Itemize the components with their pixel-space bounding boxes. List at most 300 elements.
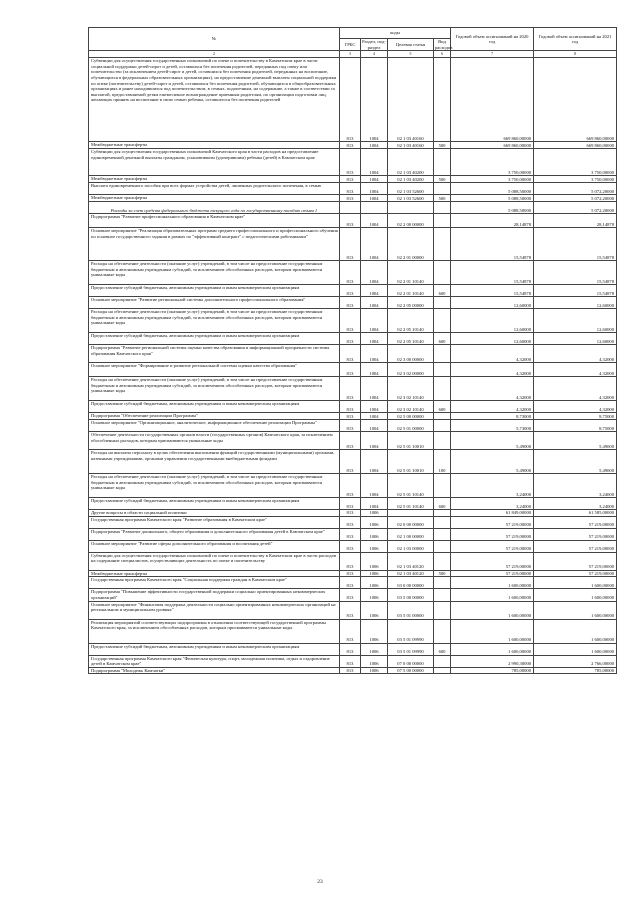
row-grbs: 813 xyxy=(340,401,361,413)
row-target-article: 02 2 05 10140 xyxy=(388,333,434,345)
table-row xyxy=(89,474,617,498)
row-expense-type xyxy=(434,667,451,674)
table-row xyxy=(89,516,617,528)
row-name: Предоставление субсидий бюджетным, автономным учреждениям и иным некоммерческим организациям xyxy=(89,498,340,510)
column-index-cell: 6 xyxy=(434,51,451,58)
row-volume-2021: 57 219,00000 xyxy=(534,552,617,570)
table-row xyxy=(89,183,617,195)
row-section: 1004 xyxy=(361,498,388,510)
row-name: Подпрограмма "Развитие дошкольного, общего образования и дополнительного образования детей в Камчатском крае" xyxy=(89,528,340,540)
row-volume-2021: 1 600,00000 xyxy=(534,589,617,601)
table-row xyxy=(89,589,617,601)
row-volume-2021: 28,14878 xyxy=(534,214,617,228)
row-target-article: 02 1 03 40160 xyxy=(388,142,434,149)
row-section: 1004 xyxy=(361,401,388,413)
row-expense-type: 500 xyxy=(434,195,451,202)
row-expense-type: 500 xyxy=(434,142,451,149)
row-name: Подпрограмма "Обеспечение реализации Программы" xyxy=(89,413,340,420)
row-grbs: 813 xyxy=(340,667,361,674)
row-section: 1004 xyxy=(361,183,388,195)
row-volume-2021: 12,60000 xyxy=(534,309,617,333)
row-expense-type xyxy=(434,516,451,528)
row-volume-2020: 3,24000 xyxy=(451,498,534,510)
row-expense-type xyxy=(434,297,451,309)
row-target-article: 02 3 02 10140 xyxy=(388,377,434,401)
row-section: 1006 xyxy=(361,510,388,517)
row-expense-type xyxy=(434,413,451,420)
row-grbs: 813 xyxy=(340,450,361,474)
row-target-article: 02 2 05 10140 xyxy=(388,309,434,333)
row-expense-type xyxy=(434,432,451,450)
row-target-article xyxy=(388,202,434,214)
row-section: 1004 xyxy=(361,285,388,297)
row-volume-2020: 4,32000 xyxy=(451,363,534,377)
row-section: 1004 xyxy=(361,176,388,183)
table-row xyxy=(89,498,617,510)
row-target-article: 02 5 01 10010 xyxy=(388,432,434,450)
row-volume-2021: 15,54878 xyxy=(534,228,617,261)
row-expense-type xyxy=(434,577,451,589)
row-expense-type xyxy=(434,619,451,643)
row-volume-2020: 12,60000 xyxy=(451,297,534,309)
row-grbs: 813 xyxy=(340,214,361,228)
row-expense-type xyxy=(434,149,451,176)
table-row xyxy=(89,202,617,214)
row-volume-2020: 8,73000 xyxy=(451,413,534,420)
row-expense-type xyxy=(434,420,451,432)
row-expense-type: 500 xyxy=(434,570,451,577)
row-volume-2020: 5 088,50000 xyxy=(451,195,534,202)
row-volume-2020: 5,73000 xyxy=(451,420,534,432)
row-section: 1006 xyxy=(361,540,388,552)
row-grbs: 813 xyxy=(340,540,361,552)
row-volume-2021: 785,00000 xyxy=(534,667,617,674)
row-grbs: 813 xyxy=(340,58,361,142)
row-volume-2020: 15,54878 xyxy=(451,285,534,297)
row-target-article: 03 5 00 00000 xyxy=(388,589,434,601)
row-expense-type: 600 xyxy=(434,643,451,655)
row-expense-type xyxy=(434,552,451,570)
row-target-article: 02 1 03 40120 xyxy=(388,552,434,570)
row-target-article: 03 5 01 00000 xyxy=(388,601,434,619)
row-section: 1006 xyxy=(361,577,388,589)
header-number: № xyxy=(89,28,340,51)
row-section: 1004 xyxy=(361,413,388,420)
row-name: Межбюджетные трансферты xyxy=(89,195,340,202)
row-target-article: 02 2 01 10140 xyxy=(388,285,434,297)
row-target-article xyxy=(388,510,434,517)
row-target-article: 02 3 02 10140 xyxy=(388,401,434,413)
row-grbs: 813 xyxy=(340,142,361,149)
row-volume-2020: 28,14878 xyxy=(451,214,534,228)
row-grbs: 813 xyxy=(340,195,361,202)
row-volume-2021: 15,54878 xyxy=(534,261,617,285)
table-row xyxy=(89,432,617,450)
row-volume-2020: 57 219,00000 xyxy=(451,516,534,528)
row-name: Субвенции для осуществления государственных полномочий по опеке и попечительству в Камчатском крае в части социальной поддержки детей-сирот и детей, оставшихся без попечения родителей, переданных под опеку или попечительство (за исключением детей-сирот и детей, оставшихся без попечения родителей, переданных на воспитание, обучающихся в федеральных образовательных организациях), на предоставление денежной выплаты социальной поддержки по опеке (попечительству) детей-сирот и детей, оставшихся без попечения родителей, обучающихся в общеобразовательных организациях и ранее находившихся под попечительством, в семьях, подопечным, на содержание, а также в соответствии со выплатой, предоставляемой детям ежемесячное вознаграждение приемным родителям, по организации подготовки лиц, желающих принять на воспитание в свою семью ребенка, оставшегося без попечения родителей xyxy=(89,58,340,142)
row-volume-2020: 1 600,00000 xyxy=(451,619,534,643)
table-row xyxy=(89,420,617,432)
row-expense-type xyxy=(434,655,451,667)
row-volume-2021: 3 750,00000 xyxy=(534,176,617,183)
row-expense-type xyxy=(434,214,451,228)
row-target-article: 02 5 01 10010 xyxy=(388,450,434,474)
row-expense-type xyxy=(434,309,451,333)
row-expense-type xyxy=(434,474,451,498)
row-expense-type xyxy=(434,540,451,552)
row-volume-2021: 1 600,00000 xyxy=(534,577,617,589)
table-row xyxy=(89,363,617,377)
row-grbs: 813 xyxy=(340,577,361,589)
row-expense-type xyxy=(434,510,451,517)
row-volume-2020: 2 990,30000 xyxy=(451,655,534,667)
row-section: 1006 xyxy=(361,619,388,643)
row-name: Субвенции для осуществления государственных полномочий по опеке и попечительству в Камчатском крае в части расходов на содержание специалистов, осуществляющих деятельность по опеке и попечительству xyxy=(89,552,340,570)
row-volume-2020: 4,32000 xyxy=(451,377,534,401)
row-target-article: 02 3 00 00000 xyxy=(388,345,434,363)
row-target-article: 02 5 01 00000 xyxy=(388,420,434,432)
table-row xyxy=(89,149,617,176)
row-grbs: 813 xyxy=(340,297,361,309)
row-expense-type xyxy=(434,228,451,261)
row-volume-2021: 4,32000 xyxy=(534,401,617,413)
header-section: Раздел, под-раздел xyxy=(362,39,386,50)
table-row xyxy=(89,195,617,202)
row-volume-2020: 5 088,50000 xyxy=(451,183,534,195)
table-row xyxy=(89,345,617,363)
row-section: 1004 xyxy=(361,261,388,285)
table-row xyxy=(89,570,617,577)
row-grbs: 813 xyxy=(340,601,361,619)
row-target-article: 07 0 00 00000 xyxy=(388,655,434,667)
row-target-article: 02 1 03 40200 xyxy=(388,149,434,176)
row-grbs: 813 xyxy=(340,643,361,655)
header-target-article: Целевая статья xyxy=(388,39,434,51)
row-volume-2020: 12,60000 xyxy=(451,333,534,345)
row-name: Основное мероприятие "Формирование и развитие региональной системы оценки качества образования" xyxy=(89,363,340,377)
header-volume-2021: Годовой объем ассигнований на 2021 год xyxy=(534,28,617,51)
column-index-cell: 7 xyxy=(451,51,534,58)
page-number: 23 xyxy=(317,879,323,885)
header-expense-type: Вид расходов xyxy=(435,39,453,50)
row-volume-2020: 15,54878 xyxy=(451,261,534,285)
row-grbs: 813 xyxy=(340,377,361,401)
table-row xyxy=(89,377,617,401)
table-row xyxy=(89,261,617,285)
row-volume-2020: 3,24000 xyxy=(451,474,534,498)
row-grbs: 813 xyxy=(340,333,361,345)
row-volume-2020: 5,49000 xyxy=(451,450,534,474)
row-volume-2020: 3 750,00000 xyxy=(451,176,534,183)
budget-table xyxy=(88,27,617,674)
row-volume-2021: 1 600,00000 xyxy=(534,619,617,643)
row-name: Подпрограмма "Развитие региональной системы оценки качества образования и информационной прозрачности системы образования Камчатского края" xyxy=(89,345,340,363)
table-row xyxy=(89,413,617,420)
row-volume-2021: 12,60000 xyxy=(534,333,617,345)
row-volume-2021: 2 766,00000 xyxy=(534,655,617,667)
column-index-cell: 3 xyxy=(340,51,361,58)
row-target-article: 03 0 00 00000 xyxy=(388,577,434,589)
row-target-article: 07 5 00 00000 xyxy=(388,667,434,674)
row-name: Основное мероприятие "Реализация образовательных программ среднего профессионального и профессионального обучения по основное государственного задания в рамках по "эффективный контракт" с педагогическими работниками" xyxy=(89,228,340,261)
row-section: 1004 xyxy=(361,474,388,498)
row-expense-type xyxy=(434,202,451,214)
row-section: 1004 xyxy=(361,345,388,363)
row-name: Подпрограмма "Повышение эффективности государственной поддержки социально ориентированных некоммерческих организаций" xyxy=(89,589,340,601)
row-target-article: 02 1 03 40120 xyxy=(388,570,434,577)
row-name: Расходы на обеспечение деятельности (оказание услуг) учреждений, в том числе на предоставление государственным бюджетным и автономным учреждениям субсидий, за исключением обособленных расходов, которым присваиваются уникальные коды xyxy=(89,309,340,333)
row-name: Выплата единовременного пособия при всех формах устройства детей, лишенных родительского попечения, в семью xyxy=(89,183,340,195)
table-row xyxy=(89,309,617,333)
row-grbs: 813 xyxy=(340,552,361,570)
row-section: 1004 xyxy=(361,228,388,261)
row-expense-type xyxy=(434,363,451,377)
table-row xyxy=(89,619,617,643)
row-section: 1006 xyxy=(361,667,388,674)
row-section: 1006 xyxy=(361,528,388,540)
row-section: 1006 xyxy=(361,601,388,619)
row-volume-2020: 4,32000 xyxy=(451,401,534,413)
row-volume-2021: 4,32000 xyxy=(534,377,617,401)
row-volume-2020: 12,60000 xyxy=(451,309,534,333)
row-volume-2020: 669 860,00000 xyxy=(451,142,534,149)
row-target-article: 02 2 01 10140 xyxy=(388,261,434,285)
row-volume-2020: 1 600,00000 xyxy=(451,643,534,655)
row-expense-type xyxy=(434,183,451,195)
row-name: Основное мероприятие "Развитие сферы дополнительного образования и воспитания детей" xyxy=(89,540,340,552)
row-target-article: 02 2 01 00000 xyxy=(388,228,434,261)
row-grbs: 813 xyxy=(340,176,361,183)
row-grbs: 813 xyxy=(340,516,361,528)
row-target-article: 02 0 00 00000 xyxy=(388,516,434,528)
row-grbs: 813 xyxy=(340,345,361,363)
table-row xyxy=(89,528,617,540)
table-row xyxy=(89,655,617,667)
row-volume-2021: 57 219,00000 xyxy=(534,540,617,552)
row-target-article: 03 5 01 09990 xyxy=(388,643,434,655)
row-target-article: 02 1 00 00000 xyxy=(388,528,434,540)
row-section: 1006 xyxy=(361,570,388,577)
document-page xyxy=(88,27,616,674)
column-index-cell: 4 xyxy=(361,51,388,58)
column-index-cell: 8 xyxy=(534,51,617,58)
row-section: 1006 xyxy=(361,589,388,601)
row-volume-2020: 1 600,00000 xyxy=(451,589,534,601)
row-volume-2021: 3,24000 xyxy=(534,498,617,510)
header-codes: коды xyxy=(340,28,451,39)
column-index-cell: 2 xyxy=(89,51,340,58)
row-name: Расходы на выплаты персоналу в целях обеспечения выполнения функций государственными (муниципальными) органами, казенными учреждениями, органами управления государственными внебюджетными фондами xyxy=(89,450,340,474)
row-section: 1004 xyxy=(361,420,388,432)
table-row xyxy=(89,577,617,589)
row-section: 1004 xyxy=(361,142,388,149)
row-target-article: 02 5 01 10140 xyxy=(388,474,434,498)
row-volume-2021: 5,49000 xyxy=(534,450,617,474)
row-grbs: 813 xyxy=(340,498,361,510)
row-section: 1004 xyxy=(361,432,388,450)
row-name: Расходы на обеспечение деятельности (оказание услуг) учреждений, в том числе на предоставление государственным бюджетным и автономным учреждениям субсидий, за исключением обособленных расходов, которым присваиваются уникальные коды xyxy=(89,261,340,285)
row-name: Предоставление субсидий бюджетным, автономным учреждениям и иным некоммерческим организациям xyxy=(89,333,340,345)
row-volume-2020: 4,32000 xyxy=(451,345,534,363)
row-target-article: 02 2 00 00000 xyxy=(388,214,434,228)
row-expense-type xyxy=(434,528,451,540)
row-name: Расходы за счет средств федерального бюджета текущего года по государственному пособию стьям 1 xyxy=(89,202,340,214)
row-section: 1004 xyxy=(361,58,388,142)
table-body xyxy=(89,58,617,674)
row-volume-2020: 785,00000 xyxy=(451,667,534,674)
row-volume-2020: 57 219,00000 xyxy=(451,540,534,552)
row-grbs: 813 xyxy=(340,528,361,540)
row-grbs: 813 xyxy=(340,183,361,195)
row-volume-2020: 3 750,00000 xyxy=(451,149,534,176)
row-volume-2021: 5 072,20000 xyxy=(534,183,617,195)
table-row xyxy=(89,601,617,619)
row-section: 1004 xyxy=(361,450,388,474)
row-name: Субвенции для осуществления государственных полномочий Камчатского края в части расходов на предоставление единовременной денежной выплаты гражданам, усыновившим (удочерившим) ребенка (детей) в Камчатском крае xyxy=(89,149,340,176)
row-expense-type xyxy=(434,58,451,142)
row-grbs: 813 xyxy=(340,309,361,333)
row-expense-type: 600 xyxy=(434,285,451,297)
row-target-article: 02 1 03 00000 xyxy=(388,540,434,552)
table-row xyxy=(89,228,617,261)
row-expense-type xyxy=(434,261,451,285)
row-grbs: 813 xyxy=(340,570,361,577)
row-grbs: 813 xyxy=(340,149,361,176)
row-volume-2021: 15,54878 xyxy=(534,285,617,297)
row-name: Основное мероприятие "Финансовая поддержка деятельности социально ориентированных некоммерческих организаций на региональном и муниципальном уровнях" xyxy=(89,601,340,619)
row-name: Реализация мероприятий соответствующих подпрограммы в отношении соответствующей государственной программы Камчатского края, за исключением обособленных расходов, которым присваиваются уникальные коды xyxy=(89,619,340,643)
row-name: Обеспечение деятельности государственных органов власти (государственных органов) Камчатского края, за исключением обособленных расходов, которым присваиваются уникальные коды xyxy=(89,432,340,450)
row-grbs: 813 xyxy=(340,510,361,517)
row-target-article: 02 1 03 52600 xyxy=(388,195,434,202)
row-section: 1004 xyxy=(361,214,388,228)
row-expense-type: 100 xyxy=(434,450,451,474)
row-name: Основное мероприятие "Развитие региональной системы дополнительного профессионального образования" xyxy=(89,297,340,309)
row-volume-2021: 1 600,00000 xyxy=(534,601,617,619)
row-name: Межбюджетные трансферты xyxy=(89,570,340,577)
row-target-article: 02 1 03 52600 xyxy=(388,183,434,195)
row-volume-2021: 3 750,00000 xyxy=(534,149,617,176)
table-row xyxy=(89,142,617,149)
row-section: 1004 xyxy=(361,149,388,176)
row-volume-2020: 57 219,00000 xyxy=(451,570,534,577)
row-volume-2021: 57 219,00000 xyxy=(534,516,617,528)
row-section: 1006 xyxy=(361,655,388,667)
row-name: Предоставление субсидий бюджетным, автономным учреждениям и иным некоммерческим организациям xyxy=(89,643,340,655)
row-name: Подпрограмма "Развитие профессионального образования в Камчатском крае" xyxy=(89,214,340,228)
row-expense-type xyxy=(434,589,451,601)
table-row xyxy=(89,214,617,228)
row-section xyxy=(361,202,388,214)
header-grbs: ГРБС xyxy=(340,39,361,51)
table-row xyxy=(89,643,617,655)
table-row xyxy=(89,510,617,517)
row-volume-2021: 61 585,00000 xyxy=(534,510,617,517)
row-volume-2021: 669 860,00000 xyxy=(534,142,617,149)
row-volume-2021: 5 072,20000 xyxy=(534,202,617,214)
row-target-article: 02 1 03 40200 xyxy=(388,176,434,183)
row-section: 1004 xyxy=(361,363,388,377)
row-section: 1006 xyxy=(361,643,388,655)
row-expense-type xyxy=(434,345,451,363)
table-row xyxy=(89,285,617,297)
row-section: 1006 xyxy=(361,552,388,570)
row-name: Подпрограмма "Молодежь Камчатки" xyxy=(89,667,340,674)
row-volume-2021: 4,32000 xyxy=(534,345,617,363)
row-volume-2021: 8,75000 xyxy=(534,413,617,420)
row-expense-type xyxy=(434,377,451,401)
row-volume-2020: 15,54878 xyxy=(451,228,534,261)
table-row xyxy=(89,667,617,674)
row-section: 1006 xyxy=(361,516,388,528)
row-name: Расходы на обеспечение деятельности (оказание услуг) учреждений, в том числе на предоставление государственным бюджетным и автономным учреждениям субсидий, за исключением обособленных расходов, которым присваиваются уникальные коды xyxy=(89,377,340,401)
row-grbs xyxy=(340,202,361,214)
row-volume-2021: 5 072,20000 xyxy=(534,195,617,202)
row-volume-2021: 8,75000 xyxy=(534,420,617,432)
table-row xyxy=(89,333,617,345)
row-volume-2020: 57 219,00000 xyxy=(451,528,534,540)
table-row xyxy=(89,176,617,183)
row-expense-type: 500 xyxy=(434,176,451,183)
table-row xyxy=(89,552,617,570)
row-name: Расходы на обеспечение деятельности (оказание услуг) учреждений, в том числе на предоставление государственным бюджетным и автономным учреждениям субсидий, за исключением обособленных расходов, которым присваиваются уникальные коды xyxy=(89,474,340,498)
row-target-article: 02 2 05 00000 xyxy=(388,297,434,309)
row-expense-type: 600 xyxy=(434,498,451,510)
header-volume-2020: Годовой объем ассигнований на 2020 год xyxy=(451,28,534,51)
row-section: 1004 xyxy=(361,297,388,309)
row-volume-2021: 4,32000 xyxy=(534,363,617,377)
row-volume-2021: 3,24000 xyxy=(534,474,617,498)
table-row xyxy=(89,540,617,552)
row-name: Другие вопросы в области социальной политики xyxy=(89,510,340,517)
row-target-article: 02 3 02 00000 xyxy=(388,363,434,377)
row-volume-2021: 669 860,00000 xyxy=(534,58,617,142)
row-volume-2020: 669 860,00000 xyxy=(451,58,534,142)
row-volume-2021: 57 219,00000 xyxy=(534,570,617,577)
row-grbs: 813 xyxy=(340,285,361,297)
row-grbs: 813 xyxy=(340,261,361,285)
row-volume-2020: 1 600,00000 xyxy=(451,577,534,589)
row-volume-2021: 5,49000 xyxy=(534,432,617,450)
column-index-row xyxy=(89,51,617,58)
row-target-article: 02 5 00 00000 xyxy=(388,413,434,420)
row-name: Основное мероприятие "Организационное, аналитическое, информационное обеспечение реализации Программы" xyxy=(89,420,340,432)
row-name: Государственная программа Камчатского края "Развитие образования в Камчатском крае" xyxy=(89,516,340,528)
table-row xyxy=(89,297,617,309)
table-row xyxy=(89,450,617,474)
row-volume-2021: 1 600,00000 xyxy=(534,643,617,655)
row-expense-type xyxy=(434,601,451,619)
row-volume-2021: 12,60000 xyxy=(534,297,617,309)
row-grbs: 813 xyxy=(340,432,361,450)
row-volume-2020: 1 600,00000 xyxy=(451,601,534,619)
row-name: Предоставление субсидий бюджетным, автономным учреждениям и иным некоммерческим организациям xyxy=(89,401,340,413)
table-header xyxy=(89,28,617,58)
row-grbs: 813 xyxy=(340,655,361,667)
row-volume-2020: 5,49000 xyxy=(451,432,534,450)
row-grbs: 813 xyxy=(340,619,361,643)
row-volume-2020: 57 219,00000 xyxy=(451,552,534,570)
row-name: Государственная программа Камчатского края "Социальная поддержка граждан в Камчатском крае" xyxy=(89,577,340,589)
row-name: Государственная программа Камчатского края "Физическая культура, спорт, молодежная политика, отдых и оздоровление детей в Камчатском крае" xyxy=(89,655,340,667)
row-grbs: 813 xyxy=(340,420,361,432)
row-grbs: 813 xyxy=(340,413,361,420)
row-grbs: 813 xyxy=(340,228,361,261)
row-section: 1004 xyxy=(361,333,388,345)
row-volume-2020: 5 088,50000 xyxy=(451,202,534,214)
row-section: 1004 xyxy=(361,377,388,401)
row-section: 1004 xyxy=(361,195,388,202)
